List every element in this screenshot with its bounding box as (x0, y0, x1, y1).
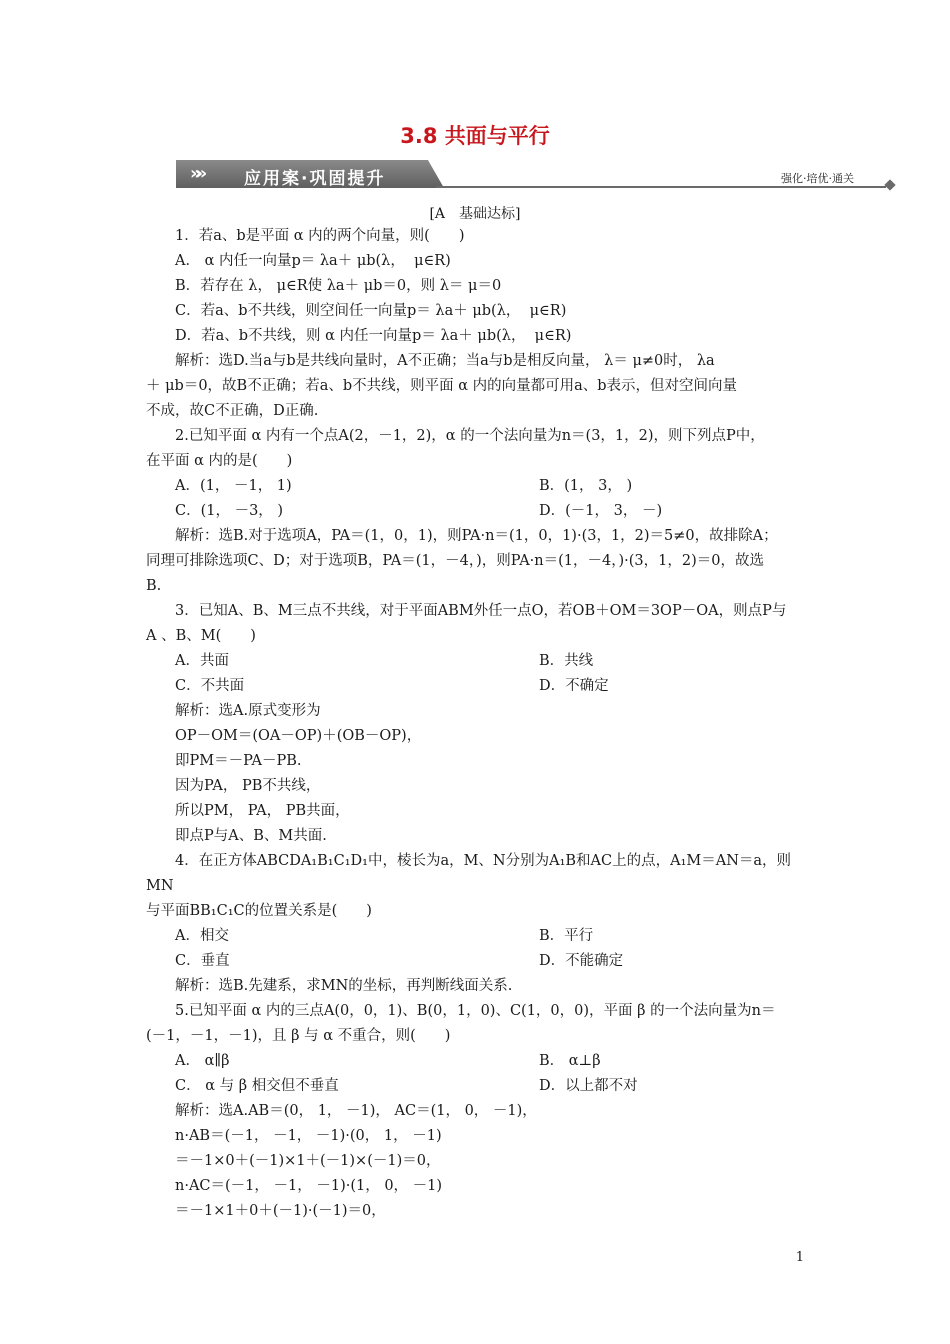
option-line: C．若a、b不共线，则空间任一向量p＝ λa＋ μb(λ， μ∈R) (175, 303, 567, 319)
option-line: B．若存在 λ， μ∈R使 λa＋ μb＝0，则 λ＝ μ＝0 (175, 278, 502, 294)
option: D．不能确定 (539, 953, 624, 969)
option: D．以上都不对 (539, 1078, 638, 1094)
question-line: 与平面BB₁C₁C的位置关系是( ) (146, 903, 372, 919)
option-row (146, 649, 814, 674)
option-row (146, 1049, 814, 1074)
option: B．平行 (539, 928, 594, 944)
solution-line: 同理可排除选项C、D；对于选项B，PA＝(1，－4，)，则PA·n＝(1，－4，)·(3，1，2)＝0，故选 (146, 553, 764, 569)
solution-line: B. (146, 578, 162, 594)
option: D．不确定 (539, 678, 609, 694)
banner-label: 应用案·巩固提升 (244, 169, 386, 189)
option: A．(1， －1， 1) (175, 478, 292, 494)
section-banner (176, 160, 896, 190)
exercise-content (146, 224, 814, 1224)
option: A．共面 (175, 653, 229, 669)
option-row (146, 1074, 814, 1099)
banner-rule (436, 186, 886, 188)
option: A． α∥β (175, 1053, 230, 1069)
option-row (146, 924, 814, 949)
option-row (146, 474, 814, 499)
option: C．(1， －3， ) (175, 503, 284, 519)
solution-line: 即PM＝－PA－PB. (175, 753, 302, 769)
solution-line: ＝－1×0＋(－1)×1＋(－1)×(－1)＝0， (175, 1153, 441, 1169)
option-line: D．若a、b不共线，则 α 内任一向量p＝ λa＋ μb(λ， μ∈R) (175, 328, 572, 344)
option: B． α⊥β (539, 1053, 601, 1069)
question-2: 2.已知平面 α 内有一个点A(2，－1，2)，α 的一个法向量为n＝(3，1，2)，则下列点P中， (175, 428, 765, 444)
option: D．(－1， 3， －) (539, 503, 663, 519)
page-title: 3.8 共面与平行 (400, 124, 550, 148)
option: A．相交 (175, 928, 229, 944)
option-row (146, 674, 814, 699)
solution-line: n·AB＝(－1， －1， －1)·(0， 1， －1) (175, 1128, 442, 1144)
solution-line: 因为PA， PB不共线， (175, 778, 321, 794)
solution-line: ＝－1×1＋0＋(－1)·(－1)＝0， (175, 1203, 386, 1219)
solution-line: 解析：选D.当a与b是共线向量时，A不正确；当a与b是相反向量， λ＝ μ≠0时， λa (175, 353, 715, 369)
option: C．不共面 (175, 678, 245, 694)
question-5: 5.已知平面 α 内的三点A(0，0，1)、B(0，1，0)、C(1，0，0)，平面 β 的一个法向量为n＝ (175, 1003, 776, 1019)
solution-line: n·AC＝(－1， －1， －1)·(1， 0， －1) (175, 1178, 443, 1194)
question-4: 4．在正方体ABCDA₁B₁C₁D₁中，棱长为a，M、N分别为A₁B和AC上的点，A₁M＝AN＝a，则MN (146, 853, 792, 894)
solution-line: 即点P与A、B、M共面. (175, 828, 327, 844)
solution-line: 所以PM， PA， PB共面， (175, 803, 350, 819)
solution-line: 解析：选B.先建系，求MN的坐标，再判断线面关系. (175, 978, 513, 994)
question-1: 1．若a、b是平面 α 内的两个向量，则( ) (175, 228, 465, 244)
section-label: [A 基础达标] (429, 206, 521, 222)
option-line: A． α 内任一向量p＝ λa＋ μb(λ， μ∈R) (175, 253, 451, 269)
solution-line: 解析：选A.原式变形为 (175, 703, 321, 719)
diamond-icon (884, 179, 895, 190)
option-row (146, 499, 814, 524)
solution-line: 不成，故C不正确，D正确. (146, 403, 319, 419)
solution-line: 解析：选A.AB＝(0， 1， －1)， AC＝(1， 0， －1)， (175, 1103, 537, 1119)
page-number: 1 (795, 1250, 804, 1265)
question-3: 3．已知A、B、M三点不共线，对于平面ABM外任一点O，若OB＋OM＝3OP－OA，则点P与 (175, 603, 787, 619)
solution-line: ＋ μb＝0，故B不正确；若a、b不共线，则平面 α 内的向量都可用a、b表示，但对空间向量 (146, 378, 738, 394)
question-line: A 、B、M( ) (146, 628, 256, 644)
double-chevron-icon: »» (190, 163, 202, 184)
option: C．垂直 (175, 953, 230, 969)
banner-tagline: 强化·培优·通关 (781, 172, 854, 185)
option: B．(1， 3， ) (539, 478, 633, 494)
solution-line: OP－OM＝(OA－OP)＋(OB－OP)， (175, 728, 422, 744)
question-line: 在平面 α 内的是( ) (146, 453, 293, 469)
option: B．共线 (539, 653, 594, 669)
solution-line: 解析：选B.对于选项A，PA＝(1，0，1)，则PA·n＝(1，0，1)·(3，1，2)＝5≠0，故排除A； (175, 528, 778, 544)
option-row (146, 949, 814, 974)
question-line: (－1，－1，－1)，且 β 与 α 不重合，则( ) (146, 1028, 451, 1044)
option: C． α 与 β 相交但不垂直 (175, 1078, 339, 1094)
